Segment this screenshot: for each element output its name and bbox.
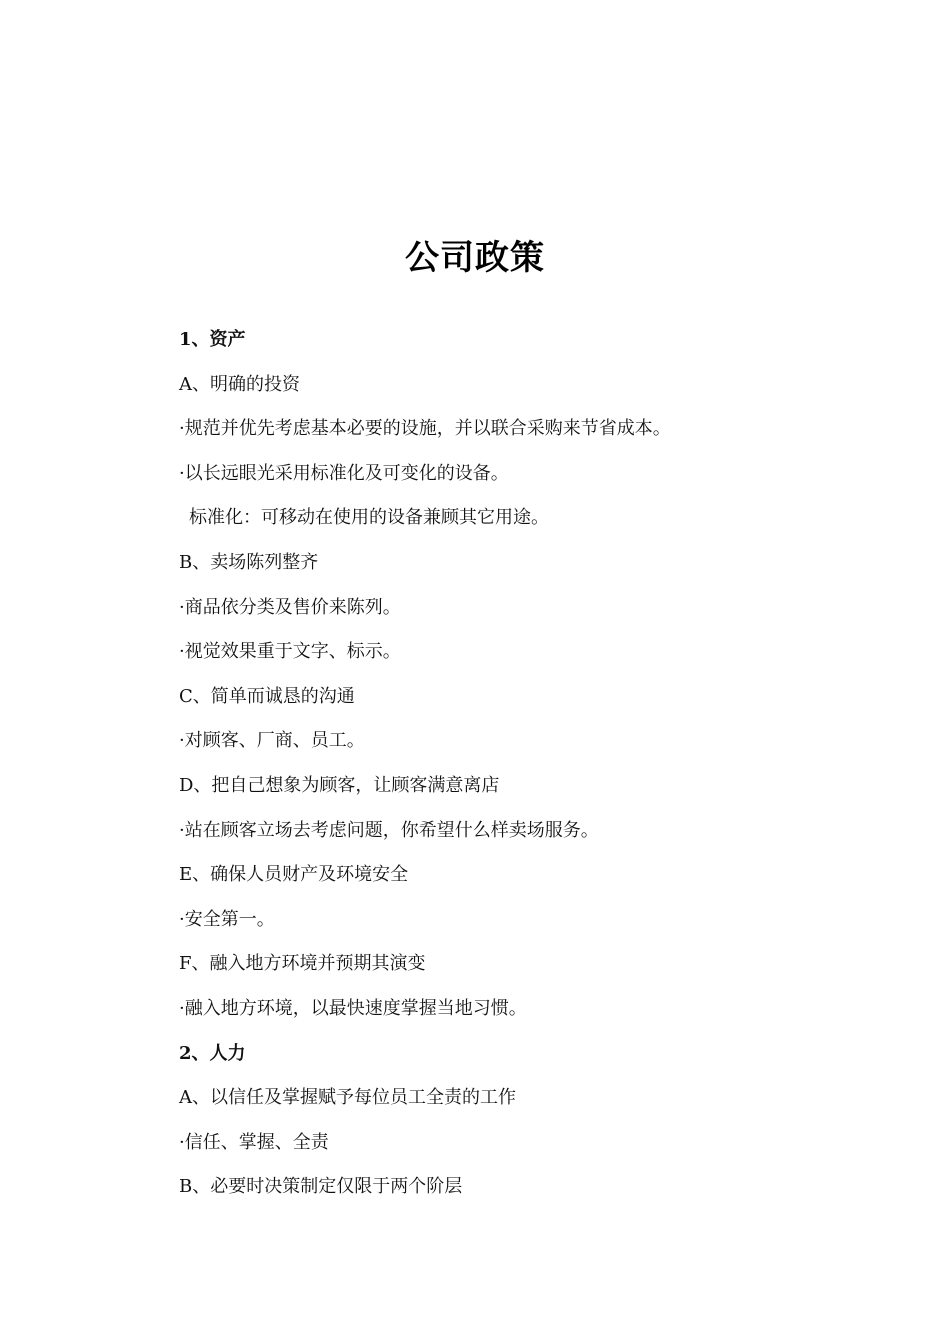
paragraph-line: ·融入地方环境，以最快速度掌握当地习惯。 <box>179 997 527 1019</box>
page-title: 公司政策 <box>405 238 545 278</box>
paragraph-line: 标准化：可移动在使用的设备兼顾其它用途。 <box>189 507 549 529</box>
section-heading: 1、资产 <box>179 329 246 350</box>
paragraph-line: A、以信任及掌握赋予每位员工全责的工作 <box>179 1087 516 1109</box>
paragraph-line: D、把自己想象为顾客，让顾客满意离店 <box>179 774 500 796</box>
paragraph-line: E、确保人员财产及环境安全 <box>179 864 409 886</box>
paragraph-line: ·商品依分类及售价来陈列。 <box>179 596 401 618</box>
paragraph-line: B、卖场陈列整齐 <box>179 551 319 573</box>
paragraph-line: ·以长远眼光采用标准化及可变化的设备。 <box>179 462 509 484</box>
paragraph-line: ·规范并优先考虑基本必要的设施，并以联合采购来节省成本。 <box>179 418 671 440</box>
section-heading: 2、人力 <box>179 1042 246 1064</box>
paragraph-line: ·信任、掌握、全责 <box>179 1131 329 1153</box>
paragraph-line: ·安全第一。 <box>179 908 275 930</box>
paragraph-line: ·视觉效果重于文字、标示。 <box>179 641 401 663</box>
paragraph-line: ·对顾客、厂商、员工。 <box>179 730 365 752</box>
paragraph-line: C、简单而诚恳的沟通 <box>179 685 355 707</box>
paragraph-line: A、明确的投资 <box>179 373 300 395</box>
document-body <box>179 326 819 1218</box>
paragraph-line: F、融入地方环境并预期其演变 <box>179 953 426 975</box>
paragraph-line: ·站在顾客立场去考虑问题，你希望什么样卖场服务。 <box>179 819 599 841</box>
paragraph-line: B、必要时决策制定仅限于两个阶层 <box>179 1176 463 1198</box>
